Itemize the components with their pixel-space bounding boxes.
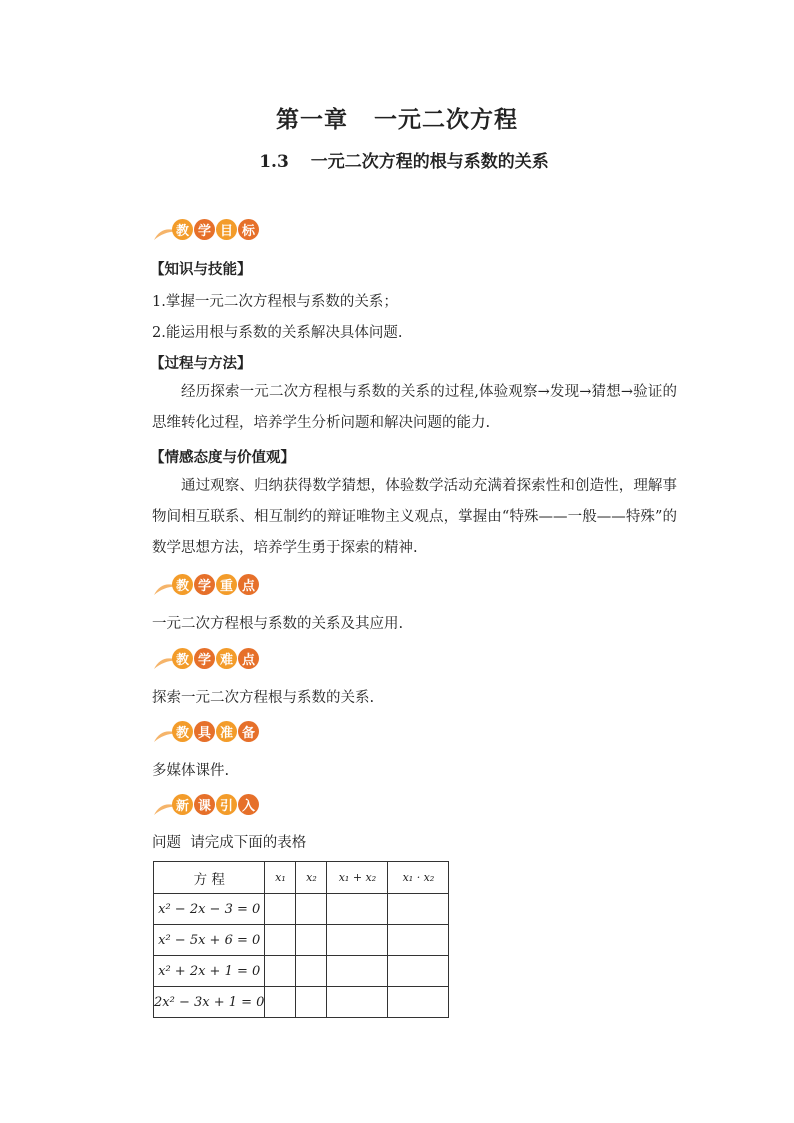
banner-tools <box>152 718 292 746</box>
tools-text: 多媒体课件. <box>152 763 230 779</box>
table-header: 方 程 <box>154 862 265 894</box>
roots-table <box>153 861 449 1018</box>
banner-char: 备 <box>238 721 259 742</box>
table-header: x₁ + x₂ <box>327 862 388 894</box>
chapter-name: 一元二次方程 <box>374 107 518 133</box>
table-cell <box>327 987 388 1018</box>
banner-char: 课 <box>194 794 215 815</box>
table-cell <box>327 925 388 956</box>
table-cell <box>265 894 296 925</box>
banner-intro <box>152 791 292 819</box>
table-cell <box>388 925 449 956</box>
table-cell <box>296 956 327 987</box>
banner-char: 准 <box>216 721 237 742</box>
key-points-text: 一元二次方程根与系数的关系及其应用. <box>152 616 404 632</box>
banner-char: 教 <box>172 574 193 595</box>
table-cell <box>327 894 388 925</box>
banner-char: 难 <box>216 648 237 669</box>
knowledge-item: 1.掌握一元二次方程根与系数的关系； <box>152 294 398 310</box>
table-header: x₁ <box>265 862 296 894</box>
table-header: x₁ · x₂ <box>388 862 449 894</box>
banner-char: 教 <box>172 721 193 742</box>
table-header: x₂ <box>296 862 327 894</box>
chapter-number: 第一章 <box>276 107 348 133</box>
banner-char: 目 <box>216 219 237 240</box>
section-number: 1.3 <box>259 152 289 172</box>
banner-char: 新 <box>172 794 193 815</box>
difficulties-text: 探索一元二次方程根与系数的关系. <box>152 690 375 706</box>
attitude-paragraph: 通过观察、归纳获得数学猜想，体验数学活动充满着探索性和创造性，理解事物间相互联系、相互制约的辩证唯物主义观点，掌握由“特殊——一般——特殊”的数学思想方法，培养学生勇于探索的精神. <box>152 478 677 556</box>
banner-char: 教 <box>172 648 193 669</box>
banner-difficulties <box>152 645 292 673</box>
banner-char: 学 <box>194 648 215 669</box>
table-cell <box>265 925 296 956</box>
table-cell-equation: 2x² − 3x + 1 = 0 <box>154 987 265 1018</box>
table-cell <box>265 987 296 1018</box>
question-label: 问题 <box>152 835 181 851</box>
banner-char: 学 <box>194 219 215 240</box>
banner-teaching-goals <box>152 216 292 244</box>
table-cell-equation: x² − 2x − 3 = 0 <box>154 894 265 925</box>
section-name: 一元二次方程的根与系数的关系 <box>310 152 549 172</box>
knowledge-item: 2.能运用根与系数的关系解决具体问题. <box>152 325 403 341</box>
table-cell <box>388 987 449 1018</box>
banner-char: 教 <box>172 219 193 240</box>
table-cell-equation: x² + 2x + 1 = 0 <box>154 956 265 987</box>
table-row <box>154 956 449 987</box>
banner-char: 标 <box>238 219 259 240</box>
banner-char: 具 <box>194 721 215 742</box>
table-row <box>154 894 449 925</box>
table-cell <box>296 925 327 956</box>
table-row <box>154 925 449 956</box>
knowledge-heading: 【知识与技能】 <box>150 262 252 278</box>
banner-char: 点 <box>238 648 259 669</box>
table-row <box>154 987 449 1018</box>
banner-char: 学 <box>194 574 215 595</box>
process-heading: 【过程与方法】 <box>150 356 252 372</box>
table-cell <box>388 894 449 925</box>
table-cell-equation: x² − 5x + 6 = 0 <box>154 925 265 956</box>
question-line <box>152 831 306 852</box>
section-title <box>0 147 794 172</box>
table-cell <box>388 956 449 987</box>
banner-char: 点 <box>238 574 259 595</box>
banner-key-points <box>152 571 292 599</box>
table-cell <box>296 987 327 1018</box>
banner-char: 重 <box>216 574 237 595</box>
table-cell <box>327 956 388 987</box>
table-header-row <box>154 862 449 894</box>
banner-char: 引 <box>216 794 237 815</box>
chapter-title <box>0 101 794 134</box>
banner-char: 入 <box>238 794 259 815</box>
attitude-heading: 【情感态度与价值观】 <box>150 450 295 466</box>
process-paragraph: 经历探索一元二次方程根与系数的关系的过程,体验观察→发现→猜想→验证的思维转化过程，培养学生分析问题和解决问题的能力. <box>152 384 677 431</box>
table-cell <box>296 894 327 925</box>
table-cell <box>265 956 296 987</box>
question-text: 请完成下面的表格 <box>190 835 307 851</box>
